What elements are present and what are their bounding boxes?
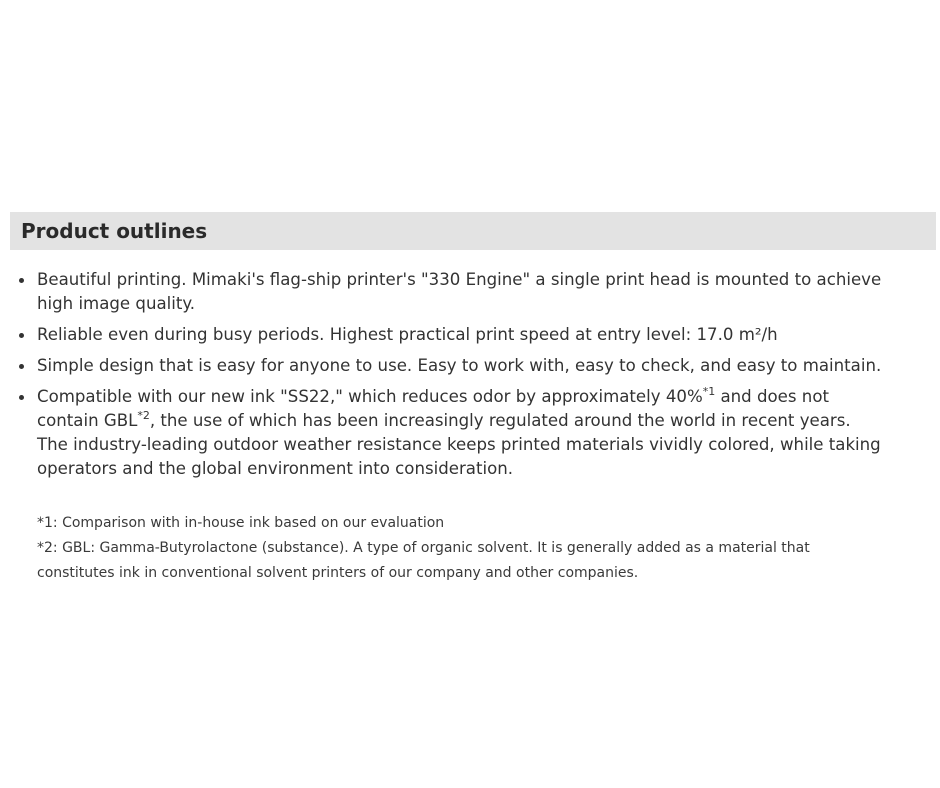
list-item-text: The industry-leading outdoor weather resistance keeps printed materials vividly colored, while taking xyxy=(37,435,881,454)
list-item-text: Simple design that is easy for anyone to use. Easy to work with, easy to check, and easy to maintain. xyxy=(37,356,882,375)
list-item xyxy=(10,268,936,316)
bullet-icon xyxy=(19,364,24,369)
list-item-text: , the use of which has been increasingly regulated around the world in recent years. xyxy=(149,411,851,430)
footnote-ref: *2 xyxy=(137,409,150,422)
list-item-text: contain GBL xyxy=(37,411,138,430)
list-item-text: Compatible with our new ink "SS22," which reduces odor by approximately 40% xyxy=(37,387,703,406)
footnotes xyxy=(37,511,936,586)
footnote-2-line: constitutes ink in conventional solvent printers of our company and other companies. xyxy=(37,565,639,581)
footnote-1: *1: Comparison with in-house ink based on our evaluation xyxy=(37,515,445,531)
list-item-text: operators and the global environment into consideration. xyxy=(37,459,514,478)
list-item-text: Beautiful printing. Mimaki's flag-ship printer's "330 Engine" a single print head is mounted to achieve xyxy=(37,270,882,289)
list-item-text: high image quality. xyxy=(37,294,196,313)
bullet-icon xyxy=(19,333,24,338)
list-item xyxy=(10,385,936,481)
list-item-text: and does not xyxy=(715,387,829,406)
list-item-line xyxy=(37,385,936,409)
feature-list xyxy=(10,268,936,481)
list-item-line xyxy=(37,409,936,433)
bullet-icon xyxy=(19,278,24,283)
section-heading: Product outlines xyxy=(10,212,936,250)
product-outlines-section xyxy=(10,212,936,586)
list-item-text: Reliable even during busy periods. Highest practical print speed at entry level: 17.0 m²/h xyxy=(37,325,778,344)
bullet-icon xyxy=(19,395,24,400)
list-item xyxy=(10,354,936,378)
footnote-2-line: *2: GBL: Gamma-Butyrolactone (substance). A type of organic solvent. It is generally added as a material that xyxy=(37,540,810,556)
list-item xyxy=(10,323,936,347)
footnote-ref: *1 xyxy=(702,385,716,398)
